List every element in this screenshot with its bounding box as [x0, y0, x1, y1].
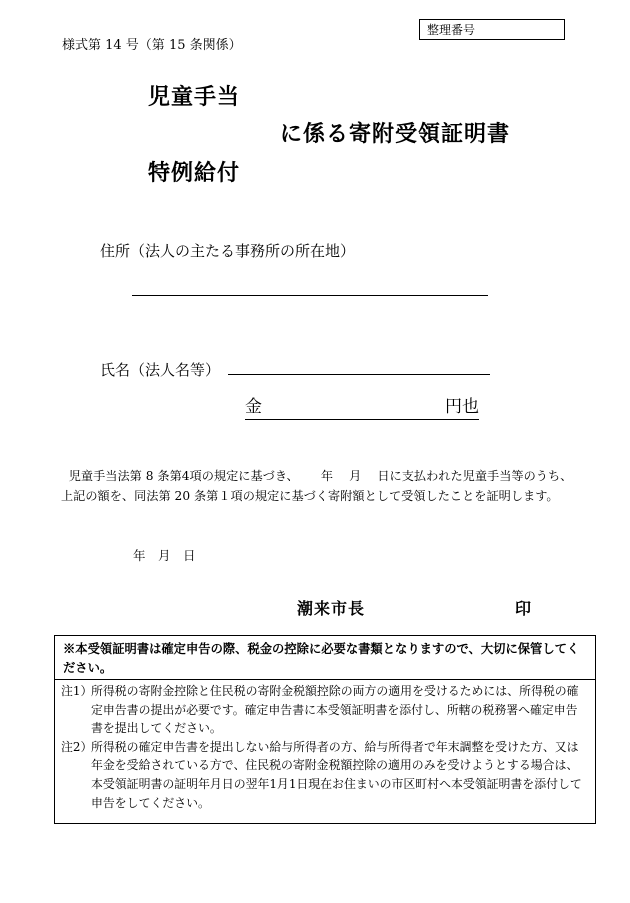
note-label: 注2）	[61, 739, 93, 754]
note-text: 所得税の寄附金控除と住民税の寄附金税額控除の両方の適用を受けるためには、所得税の確定申告書の提出が必要です。確定申告書に本受領証明書を添付し、所轄の税務署へ確定申告書を提出してください。	[91, 684, 579, 736]
address-field-line[interactable]	[132, 295, 488, 296]
notice-notes	[55, 682, 595, 812]
name-label: 氏名（法人名等）	[100, 361, 221, 379]
amount-prefix: 金	[245, 397, 262, 417]
title-line-3: 特例給付	[148, 160, 241, 186]
amount-suffix: 円也	[445, 397, 479, 417]
name-field-line[interactable]	[228, 374, 490, 375]
title-line-2: に係る寄附受領証明書	[280, 121, 511, 147]
notice-heading: ※本受領証明書は確定申告の際、税金の控除に必要な書類となりますので、大切に保管してください。	[55, 636, 595, 680]
notice-box	[54, 635, 596, 824]
note-label: 注1）	[61, 684, 93, 698]
form-number: 様式第 14 号（第 15 条関係）	[62, 38, 242, 53]
amount-field[interactable]	[245, 396, 479, 420]
issue-date: 年 月 日	[133, 548, 196, 563]
mayor-title: 潮来市長	[297, 599, 366, 618]
note-item	[55, 682, 595, 738]
note-item	[55, 738, 595, 812]
seal-mark: 印	[515, 599, 532, 618]
address-label: 住所（法人の主たる事務所の所在地）	[100, 242, 356, 260]
reference-number-box: 整理番号	[419, 19, 565, 40]
certification-text	[61, 466, 583, 506]
title-line-1: 児童手当	[148, 84, 241, 110]
certification-body: 児童手当法第 8 条第4項の規定に基づき、 年 月 日に支払われた児童手当等のうち、上記の額を、同法第 20 条第１項の規定に基づく寄附額として受領したことを証明します。	[61, 469, 573, 503]
note-text: 所得税の確定申告書を提出しない給与所得者の方、給与所得者で年末調整を受けた方、又は年金を受給されている方で、住民税の寄附金税額控除の適用のみを受けようとする場合は、本受領証明書の証明年月日の翌年1月1日現在お住まいの市区町村へ本受領証明書を添付して申告をしてください。	[91, 739, 582, 810]
